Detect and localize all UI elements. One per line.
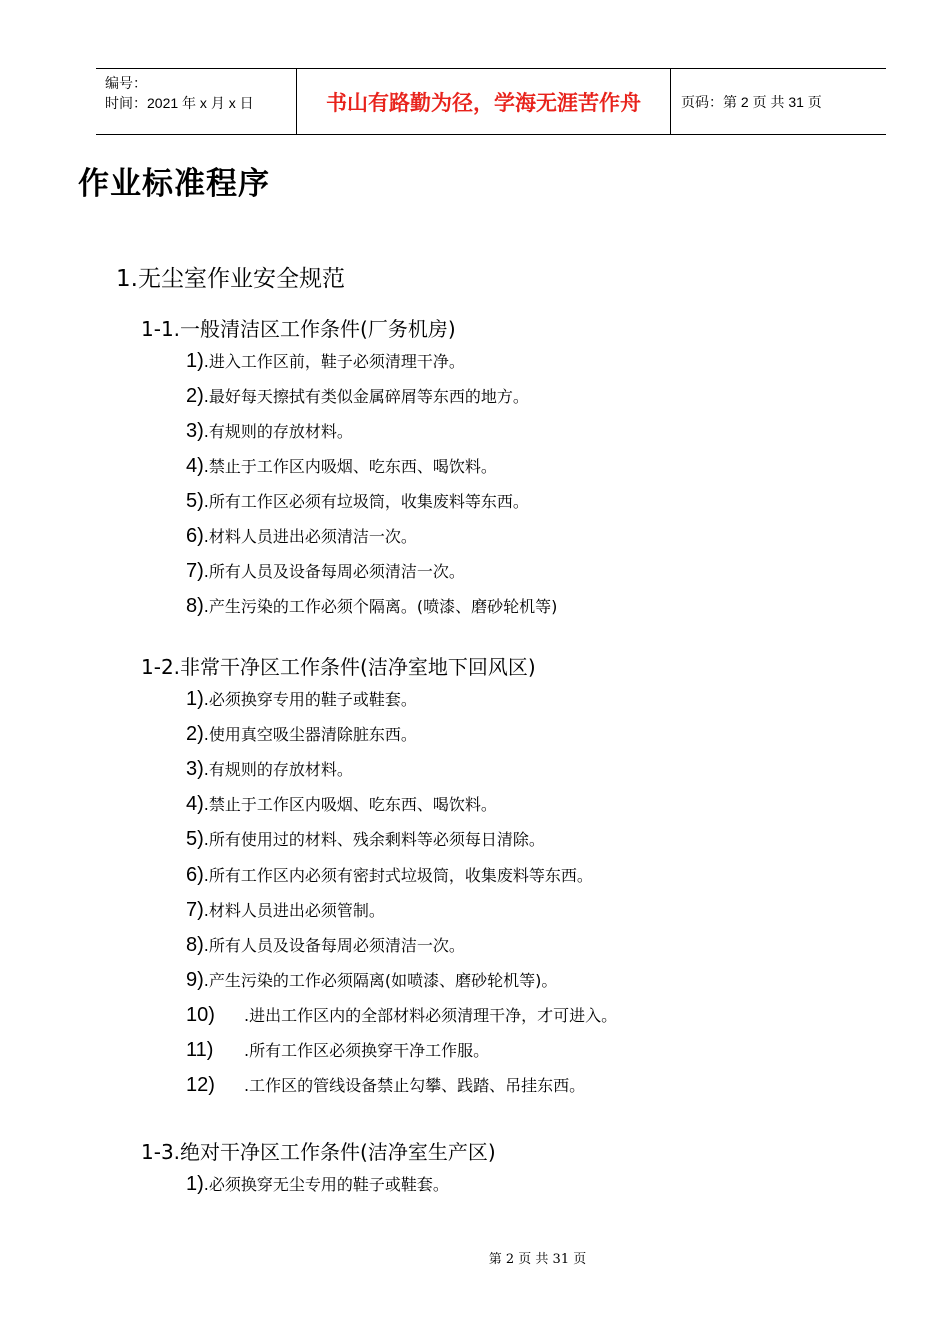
- list-item: 9).产生污染的工作必须隔离(如喷漆、磨砂轮机等)。: [186, 969, 558, 991]
- header-page-info: 页码：第 2 页 共 31 页: [681, 93, 822, 110]
- list-item: 4).禁止于工作区内吸烟、吃东西、喝饮料。: [186, 455, 497, 477]
- list-item: 3).有规则的存放材料。: [186, 420, 353, 442]
- list-item: 12) .工作区的管线设备禁止勾攀、践踏、吊挂东西。: [186, 1074, 586, 1096]
- list-item: 7).材料人员进出必须管制。: [186, 899, 385, 921]
- list-item: 5).所有使用过的材料、残余剩料等必须每日清除。: [186, 828, 545, 850]
- list-item: 8).所有人员及设备每周必须清洁一次。: [186, 934, 465, 956]
- page-footer: 第 2 页 共 31 页: [488, 1252, 587, 1267]
- subsection-heading: 1-2.非常干净区工作条件(洁净室地下回风区): [141, 655, 536, 679]
- subsection-heading: 1-1.一般清洁区工作条件(厂务机房): [141, 317, 456, 341]
- code-label: 编号：: [105, 75, 147, 91]
- list-item: 6).所有工作区内必须有密封式垃圾筒，收集废料等东西。: [186, 864, 593, 886]
- list-item: 5).所有工作区必须有垃圾筒，收集废料等东西。: [186, 490, 529, 512]
- section-heading: 1.无尘室作业安全规范: [116, 266, 345, 292]
- header-meta: [96, 69, 297, 134]
- header-motto: 书山有路勤为径，学海无涯苦作舟: [297, 69, 671, 134]
- list-item: 1).必须换穿专用的鞋子或鞋套。: [186, 688, 417, 710]
- list-item: 7).所有人员及设备每周必须清洁一次。: [186, 560, 465, 582]
- subsection-heading: 1-3.绝对干净区工作条件(洁净室生产区): [141, 1140, 496, 1164]
- list-item: 10) .进出工作区内的全部材料必须清理干净，才可进入。: [186, 1004, 618, 1026]
- time-label: 时间：2021 年 x 月 x 日: [105, 95, 254, 111]
- list-item: 6).材料人员进出必须清洁一次。: [186, 525, 417, 547]
- list-item: 4).禁止于工作区内吸烟、吃东西、喝饮料。: [186, 793, 497, 815]
- page-header: [96, 68, 886, 135]
- list-item: 11) .所有工作区必须换穿干净工作服。: [186, 1039, 490, 1061]
- list-item: 2).最好每天擦拭有类似金属碎屑等东西的地方。: [186, 385, 529, 407]
- document-title: 作业标准程序: [78, 166, 270, 202]
- list-item: 8).产生污染的工作必须个隔离。(喷漆、磨砂轮机等): [186, 595, 558, 617]
- list-item: 2).使用真空吸尘器清除脏东西。: [186, 723, 417, 745]
- list-item: 1).进入工作区前，鞋子必须清理干净。: [186, 350, 465, 372]
- list-item: 3).有规则的存放材料。: [186, 758, 353, 780]
- list-item: 1).必须换穿无尘专用的鞋子或鞋套。: [186, 1173, 449, 1195]
